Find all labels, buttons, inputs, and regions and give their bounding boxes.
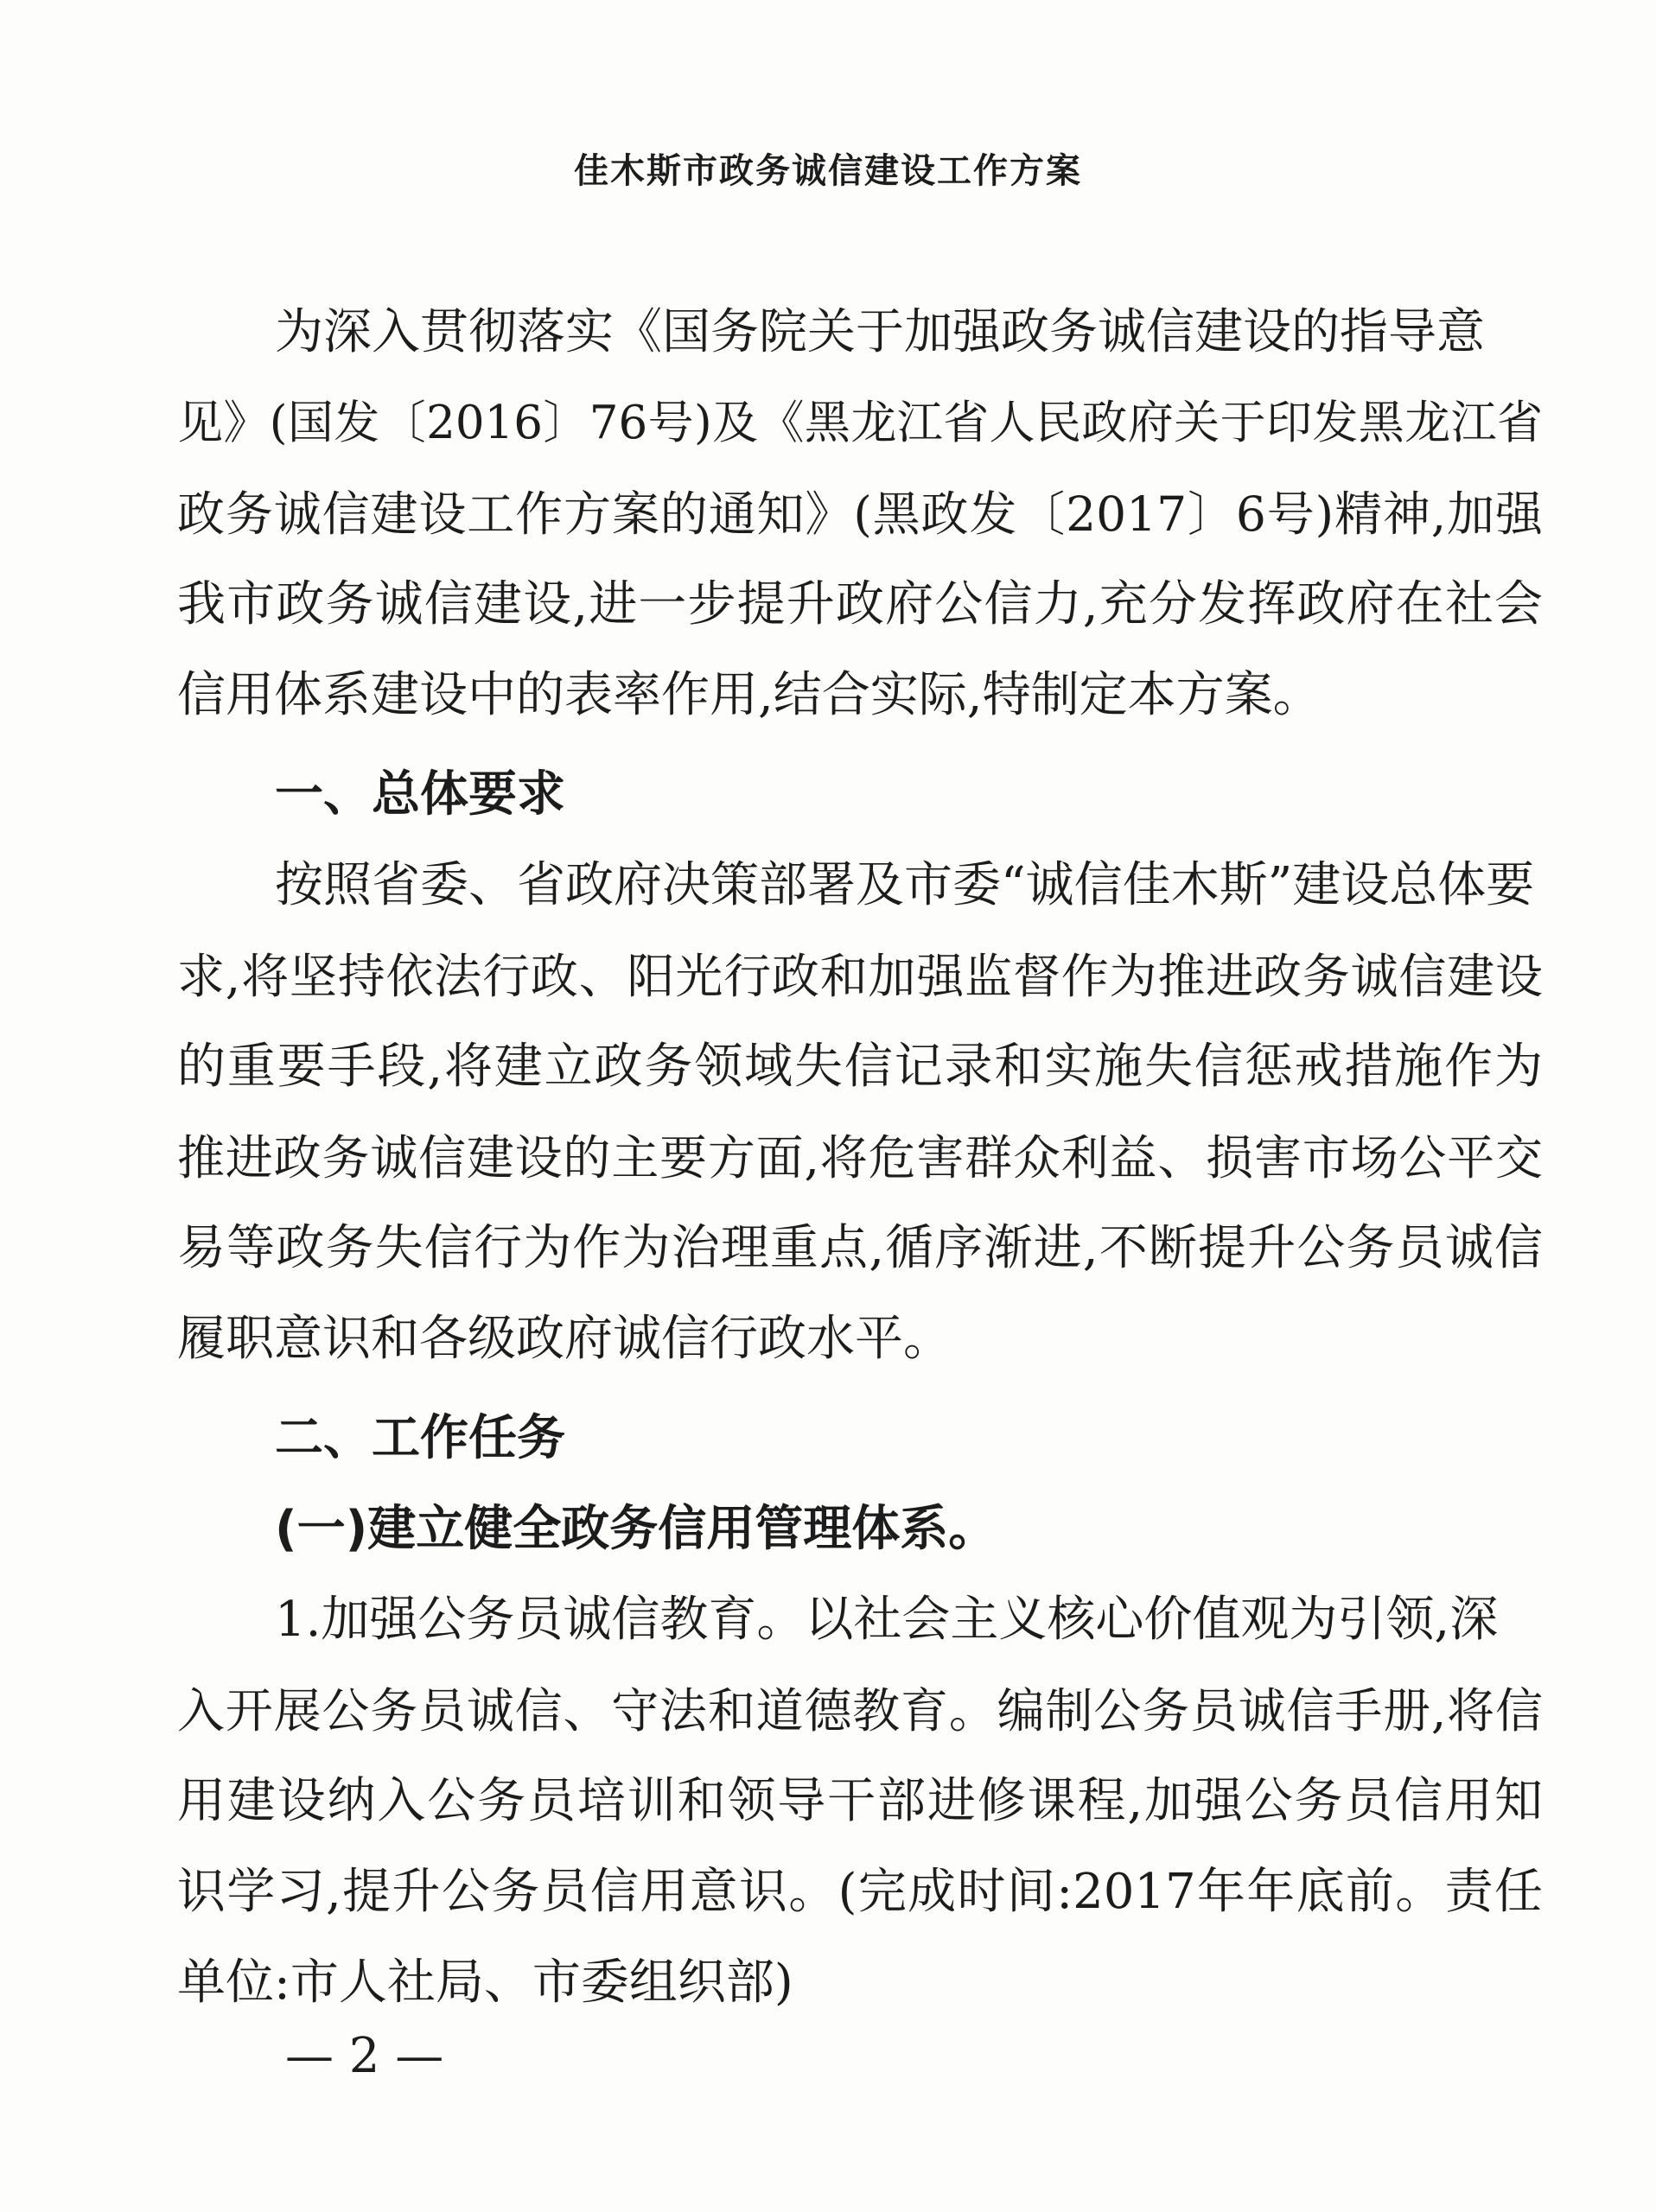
body-line: 1.加强公务员诚信教育。以社会主义核心价值观为引领,深 [275, 1592, 1499, 1648]
page-number: — 2 — [285, 2028, 444, 2084]
body-line: 政务诚信建设工作方案的通知》(黑政发〔2017〕6号)精神,加强 [177, 486, 1543, 542]
document-title: 佳木斯市政务诚信建设工作方案 [574, 151, 1082, 191]
body-line: 求,将坚持依法行政、阳光行政和加强监督作为推进政务诚信建设 [177, 949, 1543, 1004]
body-line: 推进政务诚信建设的主要方面,将危害群众利益、损害市场公平交 [177, 1130, 1543, 1185]
body-line: 的重要手段,将建立政务领域失信记录和实施失信惩戒措施作为 [177, 1039, 1543, 1095]
body-line: 信用体系建设中的表率作用,结合实际,特制定本方案。 [177, 667, 1322, 723]
section-heading: 二、工作任务 [275, 1410, 565, 1466]
section-heading: 一、总体要求 [275, 766, 565, 823]
body-line: 用建设纳入公务员培训和领导干部进修课程,加强公务员信用知 [177, 1773, 1543, 1829]
body-line: 为深入贯彻落实《国务院关于加强政务诚信建设的指导意 [275, 304, 1485, 360]
body-line: 识学习,提升公务员信用意识。(完成时间:2017年年底前。责任 [177, 1864, 1543, 1920]
body-line: 易等政务失信行为作为治理重点,循序渐进,不断提升公务员诚信 [177, 1220, 1543, 1276]
body-line: 见》(国发〔2016〕76号)及《黑龙江省人民政府关于印发黑龙江省 [177, 397, 1543, 449]
body-line: 按照省委、省政府决策部署及市委“诚信佳木斯”建设总体要 [275, 857, 1535, 913]
subsection-heading: (一)建立健全政务信用管理体系。 [275, 1501, 997, 1557]
body-line: 入开展公务员诚信、守法和道德教育。编制公务员诚信手册,将信 [177, 1683, 1543, 1738]
body-line: 单位:市人社局、市委组织部) [177, 1955, 793, 2011]
body-line: 履职意识和各级政府诚信行政水平。 [177, 1311, 952, 1367]
body-line: 我市政务诚信建设,进一步提升政府公信力,充分发挥政府在社会 [177, 576, 1543, 632]
